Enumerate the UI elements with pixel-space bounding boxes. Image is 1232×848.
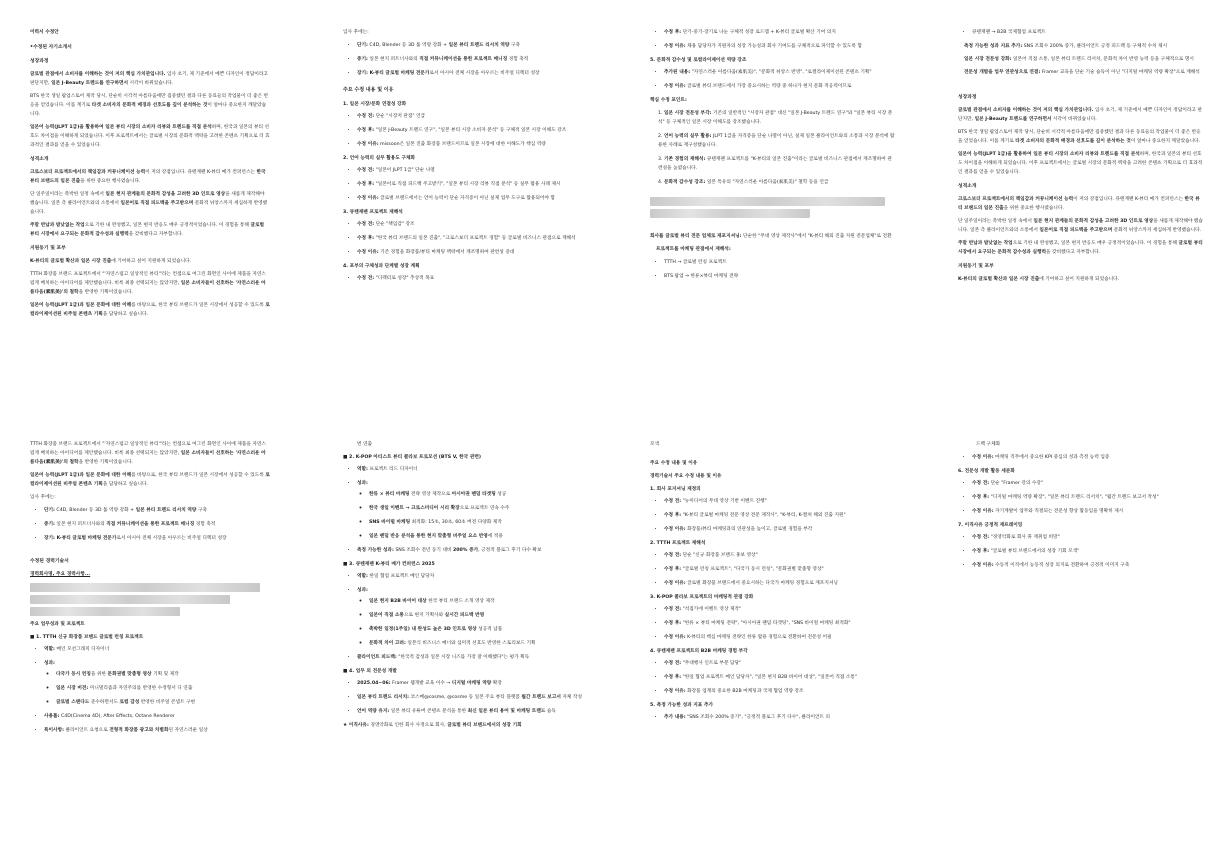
redacted-text: [30, 607, 180, 616]
list-item: • 수정 전: 단순 "시장저 관점" 언급: [357, 112, 583, 121]
list-item: • 수정 이유: missoon은 일본 진출 화장품 브랜드이므로 일본 시장에 대한 이해도가 핵심 역량: [357, 140, 583, 149]
list-item: • 중기: 일본 현지 퍼트너사와의 직접 커뮤니케이션을 통한 프로젝트 매니징 경험 축적: [357, 55, 583, 64]
list-item: 3. 기존 경험의 재해석: 큐텐재팬 프로젝트를 "K-뷰티의 일본 진출"이라는 글로벌 비즈니스 관점에서 재조명하여 관련성을 높였습니다.: [658, 157, 892, 171]
paragraph: 일본어 능력(JLPT 1급)을 활용하여 일본 뷰티 시장의 소비자 리뷰와 트렌드를 직접 분석하며, 한국과 일본의 뷰티 선호도 차이점을 이해하게 되었습니다. 이후 프로젝트에서는 글로벌 시장의 문화적 맥락을 고려한 콘텐츠 기획으로 더 효과적인 결과를 얻을 수 있었습니다.: [30, 125, 270, 148]
redacted-text: [650, 197, 885, 206]
heading-career-changes: 경력기술서 주요 수정 내용 및 이유: [650, 474, 722, 479]
goal-list: [343, 41, 583, 78]
list-item: • 수정 이유: 글로벌 화장품 브랜드에서 중요시하는 다국가 마케팅 경험으로 재포지셔닝: [664, 579, 895, 588]
paragraph: 측정 가능한 성과 지표 추가: SNS 조회수 200% 증가, 클라이언트 긍정 피드백 등 구체적 수치 제시: [964, 44, 1168, 49]
paragraph: 입사 후에는:: [343, 30, 369, 35]
list-item: ◦ 일본어 직접 소통으로 현지 기획사와 실시간 피드백 반영: [369, 611, 588, 620]
paragraph: BTS 한국 생일 팝업스토어 제작 당시, 단순히 시각적 아름다움에만 집중했던 결과 다른 동료들의 작업물이 더 좋은 반응을 얻었습니다. 이를 계기로 타겟 소비자의 문화적 배경과 선호도를 깊이 분석하는 것이 얼마나 중요한지 깨달았습니다.: [958, 130, 1201, 144]
list-item: • 수정 전: "뉴미디어의 무대 영상 기반 이벤트 진행": [664, 497, 895, 506]
project-heading: ■ 3. 큐텐재팬 K-뷰티 메가 컨퍼런스 2025: [343, 562, 435, 567]
project-heading: ■ 4. 업무 외 전문성 개발: [343, 669, 397, 674]
list-item: • 수정 후: "글로벌 뷰티 브랜드에서의 성장 기회 모색": [972, 547, 1203, 556]
list-item: • 수정 전: "디렉터로 성장" 추상적 목표: [357, 274, 583, 283]
document-page-3: [650, 28, 895, 403]
document-page-4: [958, 28, 1203, 403]
list-item: • 수정 전: "무대행사 인트로 부분 담당": [664, 659, 895, 668]
list-item: • 수정 전: "경영악화로 회사 휴 재취업 희망": [972, 533, 1203, 542]
heading-growth: 성장과정: [958, 95, 977, 100]
paragraph: 단 일주일이라는 촉박한 일정 속에서 일본 현지 관계들의 문화적 감성을 고려한 3D 인트로 영상을 새롭게 제작해야 했습니다. 일본 측 클라이언트와의 소통에서 일본어로 직접 피드백을 주고받으며 문화적 뉘앙스까지 세심하게 반영했습니다.: [30, 192, 268, 215]
list-item: • 성과: ◦ 일본 현지 B2B 바이어 대상 한국 뷰티 브랜드 소개 영상 제작 ◦ 일본어 직접 소통으로 현지 기획사와 실시간 피드백 반영 ◦ 촉박한 일정(1주일) 내 완성도 높은 3D 인트로 영상 성공적 납품 ◦ 문화적 차이 고려: 일본식 비즈니스 매너와 심미적 선호도 반영한 스토리보드 기획: [357, 586, 588, 648]
list-item: ◦ 일본 시장 버전: 미니멀리즘과 자연주의를 반영한 수정형서 디 연출: [56, 684, 270, 693]
list-item: ◦ 글로벌 스탠다드 준수하면서도 로컬 감성 반영한 비주얼 콘셉트 구현: [56, 698, 270, 707]
paragraph: 번 연출: [357, 442, 373, 447]
document-page-2: [343, 28, 583, 403]
numbered-heading: 4. 포부의 구체성과 단계별 성장 계획: [343, 264, 420, 269]
list-item: • 수정 전: 단순 "신규 화장품 브랜드 홍보 영상": [664, 551, 895, 560]
paragraph: 주말 반납과 밤낮없는 작업으로 기한 내 완성했고, 일본 현지 반응도 매우 긍정적이었습니다. 이 경험을 통해 글로벌 뷰티 시장에서 요구되는 문화적 감수성과 실행력을 갖비했다고 자부합니다.: [30, 223, 265, 237]
list-item: 4. 문화적 감수성 강조: 일본 특유의 "자연스러운 아름다움(素肌美)" 철학 등을 언급: [658, 180, 829, 185]
paragraph: 드백 구체화: [976, 442, 1001, 447]
paragraph: 글로벌 관점에서 소비자를 이해하는 것이 저의 핵심 가치관입니다. 입사 초기, 제 기준에서 예쁜 디자인이 정답이라고 판단지만, 일본 J-Beauty 트렌드를 연구하면서 시각이 바뀌었습니다.: [30, 72, 268, 86]
paragraph: 핵심 수정 포인트:: [650, 98, 687, 103]
project-heading: ■ 1. TTTH 신규 화장품 브랜드 글로벌 런칭 프로젝트: [30, 635, 144, 640]
heading-career: 수정된 경력기술서: [30, 559, 69, 564]
document-page-7: [650, 440, 895, 840]
paragraph: 전문성 개발을 업무 연관성으로 연결: Framer 교육을 단순 기술 습득이 아닌 "디지털 마케팅 역량 확장"으로 재해석: [964, 70, 1200, 75]
list-item: ◦ 한류 × 뷰티 마케팅 전략 영상 제작으로 아시아권 팬덤 타겟팅 성공: [369, 490, 588, 499]
numbered-heading: 1. 일본 시장/문화 연결성 강화: [343, 102, 407, 107]
list-item: ◦ 일본 현지 B2B 바이어 대상 한국 뷰티 브랜드 소개 영상 제작: [369, 597, 588, 606]
heading-main-changes: 주요 수정 내용 및 이유: [343, 87, 394, 93]
list-item: • 수정 이유: 수동적 이직에서 능동적 성장 의지로 전환하여 긍정적 이미지 구축: [972, 561, 1203, 570]
paragraph: 단 일주일이라는 촉박한 일정 속에서 일본 현지 관계들의 문화적 감성을 고려한 3D 인트로 영상을 새롭게 제작해야 했습니다. 일본 측 클라이언트와의 소통에서 일본어로 직접 피드백을 주고받으며 문화적 뉘앙스까지 세심하게 반영했습니다.: [958, 219, 1203, 233]
redacted-text: [30, 595, 230, 604]
numbered-heading: 6. 전문성 개발 활동 세분화: [958, 469, 1015, 474]
list-item: • 측정 가능한 성과: SNS 조회수 전년 동기 대비 200% 증가, 긍정적 블로그 후기 다수 확보: [357, 546, 588, 555]
paragraph: 주말 반납과 밤낮없는 작업으로 기한 내 완성했고, 일본 현지 반응도 매우 긍정적이었습니다. 이 경험을 통해 글로벌 뷰티 시장에서 요구되는 문화적 감수성과 실행력을 갖비했다고 자부합니다.: [958, 241, 1203, 255]
heading-motive: 지원동기 및 포부: [958, 264, 994, 269]
list-item: • 수정 이유: K-뷰티의 핵심 마케팅 전략인 한류 활용 경험으로 전환하여 전문성 어필: [664, 633, 895, 642]
list-item: • 수정 후: "디지털 마케팅 역량 확장", "일본 뷰티 트렌드 리서치", "월간 트렌드 보고서 작성": [972, 493, 1203, 502]
list-item: • 성과: ◦ 다국가 동시 런칭을 위한 문화권별 맞춤형 영상 기획 및 제작 ◦ 일본 시장 버전: 미니멀리즘과 자연주의를 반영한 수정형서 디 연출 ◦ 글로벌 스탠다드 준수하면서도 로컬 감성 반영한 비주얼 콘셉트 구현: [44, 659, 270, 707]
paragraph: 글로벌 관점에서 소비자를 이해하는 것이 저의 핵심 가치관입니다. 입사 초기, 제 기준에서 예쁜 디자인이 정답이라고 판단지만, 일본 J-Beauty 트렌드를 연구하면서 시각이 바뀌었습니다.: [958, 108, 1202, 122]
list-item: • 수정 전: "석집가에 이벤트 영상 제작": [664, 605, 895, 614]
list-item: ◦ SNS 바이럴 마케팅 최적화: 15초, 30초, 60초 버전 다양화 제작: [369, 518, 588, 527]
document-page-8: [958, 440, 1203, 840]
list-item: • 수정 이유: 글로벌 브랜드에서는 언어 능력이 단순 자격증이 아닌 실제 업무 도구로 활용되어야 함: [357, 194, 583, 203]
list-item: • 수정 후: "한일 협업 프로젝트 메인 담당자", "일본 현지 B2B 바이어 대상", "일본어 직접 소통": [664, 673, 895, 682]
paragraph: TTTH 화장품 브랜드 프로젝트에서 "'자연스럽고 일상적인 뷰티'"라는 컨셉으로 여그린 화면인 사이에 제품을 자연스럽게 배치하는 아이디어를 제안했습니다. 비록 최종 선택되지는 않았지만, 일본 소비자들이 선호하는 '자연스러운 아름다움(素肌美)'의 철학을 반영한 기획이었습니다.: [30, 272, 266, 295]
heading-growth: 성장과정: [30, 59, 49, 64]
list-item: • 단기: C4D, Blender 등 3D 툴 역량 강화 + 일본 뷰티 트렌드 리서치 역량 구축: [44, 506, 270, 515]
paragraph: 일본어 능력(JLPT 1급)과 일본 문화에 대한 이해를 바탕으로, 한국 뷰티 브랜드가 일본 시장에서 성공할 수 있도록 로컬라이제이션된 비주얼 콘텐츠 기획을 담당하고 싶습니다.: [30, 303, 270, 317]
list-item: • 역할: 프로젝트 리드 디자이너: [357, 465, 588, 474]
numbered-heading: 2. 언어 능력의 실무 활용도 구체화: [343, 156, 416, 161]
list-item: • 추가 내용: "SNS 조회수 200% 증가", "긍정적 블로그 후기 다수", 클라이언트 피: [664, 713, 895, 722]
paragraph: 회사를 글로벌 뷰티 전문 업체로 재포지셔닝: 단순한 "무대 영상 제작사"에서 "K-뷰티 해외 진출 지원 전문업체"로 전환: [650, 234, 892, 239]
numbered-heading: 1. 회사 포지셔닝 재정의: [650, 487, 701, 492]
paragraph: 프로젝트를 마케팅 관점에서 재해석:: [656, 247, 731, 252]
numbered-heading: 3. 큐텐재팬 프로젝트 재해석: [343, 210, 403, 215]
list-item: ◦ 한국 생일 이벤트 → 크로스미디어 시리 확장으로 프로젝트 연속 수주: [369, 504, 588, 513]
list-item: • 수정 후: "일본어로 직접 피드백 주고받기", "일본 뷰티 시장 리뷰 직접 분석" 등 실무 활용 사례 제시: [357, 180, 583, 189]
redacted-text: [30, 583, 260, 592]
list-item: • 클라이언트 피드백: "한국적 감성과 일본 시장 니즈를 가장 잘 이해했다"는 평가 획득: [357, 653, 588, 662]
list-item: • 성과: ◦ 한류 × 뷰티 마케팅 전략 영상 제작으로 아시아권 팬덤 타겟팅 성공 ◦ 한국 생일 이벤트 → 크로스미디어 시리 확장으로 프로젝트 연속 수주 ◦ SNS 바이럴 마케팅 최적화: 15초, 30초, 60초 버전 다양화 제작 ◦ 일본 팬덤 반응 분석을 통한 현지 맞춤형 비주얼 요소 반영에 적용: [357, 479, 588, 541]
list-item: • 중기: 일본 현지 퍼트너사와의 직접 커뮤니케이션을 통한 프로젝트 매니징 경험 축적: [44, 520, 270, 529]
list-item: • 수정 이유: 기존 경험을 화장품/뷰티 마케팅 맥락에서 재조명하여 관련성 증대: [357, 248, 583, 257]
list-item: • 수정 후: "K-뷰티 글로벌 마케팅 전문 영상 전문 제작사", "K-뷰티, K-컬처 해외 진출 지원": [664, 511, 895, 520]
list-item: ◦ 다국가 동시 런칭을 위한 문화권별 맞춤형 영상 기획 및 제작: [56, 670, 270, 679]
heading-duties: 주요 업무성과 및 프로젝트: [30, 622, 85, 627]
paragraph: 크로스보더 프로젝트에서의 책임감과 커뮤니케이션 능력이 저의 강점입니다. 큐텐재팬 K-뷰티 메가 컨퍼런스는 한국 뷰티 브랜드의 일본 진출을 위한 중요한 행사였습니다.: [958, 197, 1200, 211]
paragraph: ★ 이직사유: 경영악화로 인한 회사 사정으로 회사, 글로벌 뷰티 브랜드에서의 성장 기회: [343, 723, 522, 728]
list-item: • BTS 팝업 → 한류×뷰티 마케팅 전략: [664, 272, 895, 281]
list-item: • 수정 이유: 채용 담당자가 지원자의 성장 가능성과 회사 기여도를 구체적으로 파악할 수 있도록 함: [664, 42, 895, 51]
heading-motive: 지원동기 및 포부: [30, 246, 66, 251]
list-item: • 일본 뷰티 트렌드 리서치: 코스메@cosme, @cosme 등 일본 주요 뷰티 플랫폼 월간 트렌드 보고서 자체 작성: [357, 693, 588, 702]
list-item: • 수정 후: "한국 뷰티 브랜드의 일본 진출", "크로스보더 프로젝트 경험" 등 글로벌 비즈니스 관점으로 재해석: [357, 234, 583, 243]
list-item: • 장기: K-뷰티 글로벌 마케팅 전문가로서 아시아 전체 시장을 아우르는 비주얼 디렉터 성장: [44, 534, 270, 543]
list-item: • 사용툴: C4D(Cinema 4D), After Effects, Octane Renderer: [44, 712, 270, 721]
document-page-1: [30, 28, 270, 403]
list-item: • 수정 전: 단순 "Framer 강의 수강": [972, 479, 1203, 488]
numbered-heading: 4. 큐텐재팬 프로젝트의 B2B 마케팅 경험 부각: [650, 649, 748, 654]
heading-main-changes: 주요 수정 내용 및 이유: [650, 461, 698, 466]
list-item: • 수정 후: 단기-중기-장기로 나눈 구체적 성장 로드맵 + K-뷰티 글로벌 확산 기여 의지: [664, 28, 895, 37]
numbered-heading: 2. TTTH 프로젝트 재해석: [650, 541, 706, 546]
list-item: • 단기: C4D, Blender 등 3D 툴 역량 강화 + 일본 뷰티 트렌드 리서치 역량 구축: [357, 41, 583, 50]
section-title-cover-letter: •수정된 자기소개서: [30, 45, 72, 50]
list-item: • 수정 이유: 마케팅 직무에서 중요한 KPI 중심의 성과 측정 능력 입증: [972, 453, 1203, 462]
paragraph: 입사 후에는:: [30, 495, 56, 500]
list-item: • 수정 이유: 자기계발이 업무와 직결되는 전문성 향상 활동임을 명확히 제시: [972, 507, 1203, 516]
heading-strength: 성격소개: [30, 157, 49, 162]
list-item: • 큐텐재팬 → B2B 국제협업 프로젝트: [972, 28, 1203, 37]
project-heading: ■ 2. K-POP 아티스트 뷰티 콜라보 프로모션 (BTS V, 한국 관련): [343, 455, 482, 460]
paragraph: 일본 시장 전문성 강화: 일본어 직접 소통, 일본 뷰티 트렌드 리서치, 문화적 차이 반영 능력 등을 구체적으로 명시: [964, 57, 1194, 62]
list-item: • 수정 후: "한류 × 뷰티 마케팅 전략", "아시아권 팬덤 타겟팅", "SNS 바이럴 마케팅 최적화": [664, 619, 895, 628]
paragraph: K-뷰티의 글로벌 확산과 일본 시장 진출에 기여하고 싶어 지원하게 되었습니다.: [30, 259, 192, 264]
paragraph: 모색: [650, 442, 660, 447]
list-item: • 수정 전: "일본어 JLPT 1급" 단순 나열: [357, 166, 583, 175]
paragraph: 크로스보더 프로젝트에서의 책임감과 커뮤니케이션 능력이 저의 강점입니다. 큐텐재팬 K-뷰티 메가 컨퍼런스는 한국 뷰티 브랜드의 일본 진출을 위한 중요한 행사였습니다.: [30, 170, 266, 184]
list-item: • 수정 후: "일본 J-Beauty 트렌드 연구", "일본 뷰티 시장 소비자 분석" 등 구체적 일본 시장 이해도 강조: [357, 126, 583, 135]
list-item: • 수정 후: "글로벌 런칭 프로젝트", "다국가 동시 런칭", "문화권별 맞춤형 영상": [664, 565, 895, 574]
numbered-heading: 7. 이직사유 긍정적 재프레이밍: [958, 523, 1023, 528]
career-link[interactable]: 경력회사명, 주요 경력사항...: [30, 572, 91, 577]
list-item: • 특이사항: 클라이언트 요청으로 전형적 화장품 광고와 차별화된 자연스러운 일상: [44, 726, 270, 735]
paragraph: 일본어 능력(JLPT 1급)과 일본 문화에 대한 이해를 바탕으로, 한국 뷰티 브랜드가 일본 시장에서 성공할 수 있도록 로컬라이제이션된 비주얼 콘텐츠 기획을 담당하고 싶습니다.: [30, 473, 270, 487]
document-page-5: [30, 440, 270, 840]
list-item: • 역할: 메인 모션그래픽 디자이너: [44, 645, 270, 654]
list-item: • 2025.04~06: Framer 웹개발 교육 이수 → 디지털 마케팅 역량 확장: [357, 679, 588, 688]
paragraph: BTS 한국 생일 팝업스토어 제작 당시, 단순히 시각적 아름다움에만 집중했던 결과 다른 동료들의 작업물이 더 좋은 반응을 얻었습니다. 이를 계기로 타겟 소비자의 문화적 배경과 선호도를 깊이 분석하는 것이 얼마나 중요한지 깨달았습니다.: [30, 94, 269, 117]
list-item: • 수정 이유: 화장품 업계의 중요한 B2B 마케팅과 국제 협업 역량 강조: [664, 687, 895, 696]
list-item: ◦ 촉박한 일정(1주일) 내 완성도 높은 3D 인트로 영상 성공적 납품: [369, 625, 588, 634]
redacted-text: [650, 209, 810, 218]
document-page-6: [343, 440, 588, 840]
list-item: • 역할: 한일 협업 프로젝트 메인 담당자: [357, 572, 588, 581]
paragraph: TTTH 화장품 브랜드 프로젝트에서 "'자연스럽고 일상적인 뷰티'"라는 컨셉으로 여그린 화면인 사이에 제품을 자연스럽게 배치하는 아이디어를 제안했습니다. 비록 최종 선택되지는 않았지만, 일본 소비자들이 선호하는 '자연스러운 아름다움(素肌美)'의 철학을 반영한 기획이었습니다.: [30, 442, 266, 465]
paragraph: 일본어 능력(JLPT 1급)을 활용하여 일본 뷰티 시장의 소비자 리뷰와 트렌드를 직접 분석하며, 한국과 일본의 뷰티 선호도 차이점을 이해하게 되었습니다. 이후 프로젝트에서는 글로벌 시장의 문화적 맥락을 고려한 콘텐츠 기획으로 더 효과적인 결과를 얻을 수 있었습니다.: [958, 152, 1203, 175]
heading-strength: 성격소개: [958, 184, 977, 189]
list-item: 1. 일본 시장 전문성 부각: 기존의 일반적인 "시장자 관점" 대신 "일본 J-Beauty 트렌드 연구"와 "일본 뷰티 시장 분석" 등 구체적인 일본 시장 이해도를 강조했습니다.: [658, 111, 893, 125]
numbered-heading: 5. 측정 가능한 성과 지표 추가: [650, 703, 714, 708]
paragraph: K-뷰티의 글로벌 확산과 일본 시장 진출에 기여하고 싶어 지원하게 되었습니다.: [958, 277, 1120, 282]
numbered-heading: 5. 문화적 감수성 및 로컬라이제이션 역량 강조: [650, 58, 747, 63]
list-item: ◦ 문화적 차이 고려: 일본식 비즈니스 매너와 심미적 선호도 반영한 스토리보드 기획: [369, 639, 588, 648]
list-item: • 언어 역량 유지: 일본 뷰티 유튜버 콘텐츠 분석을 통한 최신 일본 뷰티 용어 및 마케팅 트렌드 습득: [357, 707, 588, 716]
list-item: • 수정 이유: 화장품/뷰티 마케팅과의 연관성을 높이고, 글로벌 경험을 부각: [664, 525, 895, 534]
doc-title: 이력서 수정안: [30, 30, 59, 35]
list-item: • 수정 이유: 글로벌 뷰티 브랜드에서 가장 중요시하는 역량 중 하나가 현지 문화 적응력이므로: [664, 82, 895, 91]
list-item: 2. 언어 능력의 실무 활용: JLPT 1급을 자격증을 단순 나열이 아닌, 실제 일본 클라이언트와의 소통과 시장 분석에 활용한 사례로 재구성했습니다.: [658, 134, 895, 148]
list-item: ◦ 일본 팬덤 반응 분석을 통한 현지 맞춤형 비주얼 요소 반영에 적용: [369, 532, 588, 541]
list-item: • 장기: K-뷰티 글로벌 마케팅 전문가로서 아시아 전체 시장을 아우르는 비주얼 디렉터 성장: [357, 69, 583, 78]
list-item: • TTTH → 글로벌 런칭 프로젝트: [664, 258, 895, 267]
numbered-heading: 3. K-POP 콜라보 프로젝트의 마케팅적 관점 강화: [650, 595, 754, 600]
list-item: • 추가된 내용: "자연스러운 아름다움(素肌美)", "문화적 뉘앙스 반영", "로컬라이제이션된 콘텐츠 기획": [664, 68, 895, 77]
list-item: • 수정 전: 단순 "책임감" 강조: [357, 220, 583, 229]
